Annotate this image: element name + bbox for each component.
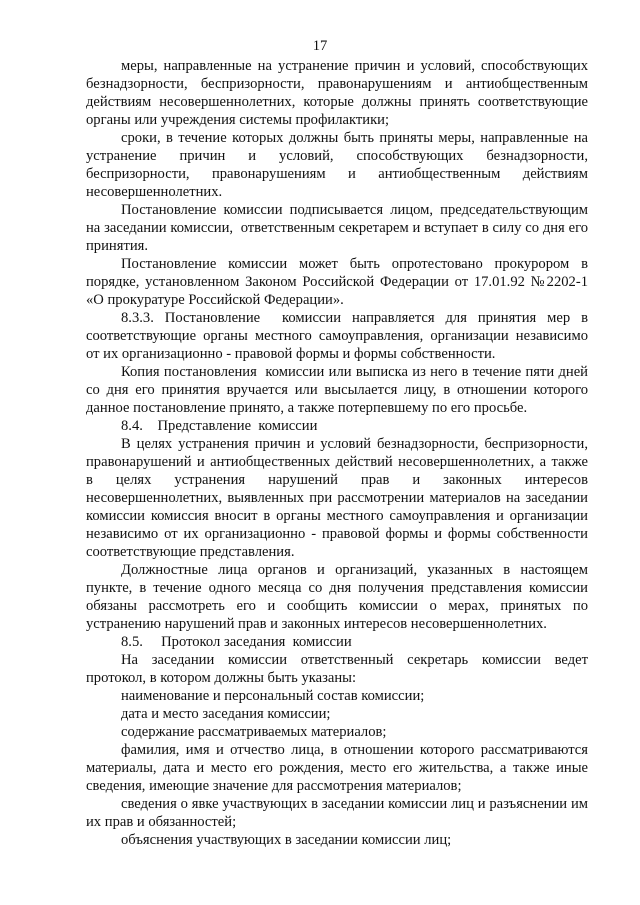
paragraph: меры, направленные на устранение причин и условий, способствующих безнадзорности, беспризорности, правонарушениям и антиобщественным действиям несовершеннолетних, которые должны принять соответствующие органы или учреждения системы профилактики; — [86, 58, 592, 128]
section-heading: 8.5. Протокол заседания комиссии — [121, 634, 352, 650]
paragraph: Должностные лица органов и организаций, указанных в настоящем пункте, в течение одного месяца со дня получения представления комиссии обязаны рассмотреть его и сообщить комиссии о мерах, принятых по устранению нарушений прав и законных интересов несовершеннолетних. — [86, 562, 592, 632]
paragraph: В целях устранения причин и условий безнадзорности, беспризорности, правонарушений и антиобщественных действий несовершеннолетних, а также в целях устранения нарушений прав и законных интересов несовершеннолетних, выявленных при рассмотрении материалов на заседании комиссии комиссия вносит в органы местного самоуправления и организации независимо от их организационно - правовой формы и формы собственности соответствующие представления. — [86, 436, 592, 560]
paragraph: сроки, в течение которых должны быть приняты меры, направленные на устранение причин и условий, способствующих безнадзорности, беспризорности, правонарушениям и антиобщественным действиям несовершеннолетних. — [86, 130, 592, 200]
list-item: сведения о явке участвующих в заседании комиссии лиц и разъяснении им их прав и обязанностей; — [86, 796, 592, 830]
paragraph: 8.3.3. Постановление комиссии направляется для принятия мер в соответствующие органы местного самоуправления, организации независимо от их организационно - правовой формы и формы собственности. — [86, 310, 592, 362]
page-number: 17 — [312, 38, 328, 54]
list-item: наименование и персональный состав комиссии; — [121, 688, 425, 704]
section-heading: 8.4. Представление комиссии — [121, 418, 318, 434]
paragraph: Постановление комиссии может быть опротестовано прокурором в порядке, установленном Законом Российской Федерации от 17.01.92 №2202-1 «О прокуратуре Российской Федерации». — [86, 256, 592, 308]
list-item: содержание рассматриваемых материалов; — [121, 724, 387, 740]
paragraph: Постановление комиссии подписывается лицом, председательствующим на заседании комиссии, ответственным секретарем и вступает в силу со дня его принятия. — [86, 202, 592, 254]
document-body — [86, 57, 592, 849]
list-item: фамилия, имя и отчество лица, в отношении которого рассматриваются материалы, дата и место его рождения, место его жительства, а также иные сведения, имеющие значение для рассмотрения материалов; — [86, 742, 592, 794]
list-item: объяснения участвующих в заседании комиссии лиц; — [121, 832, 452, 848]
paragraph: На заседании комиссии ответственный секретарь комиссии ведет протокол, в котором должны быть указаны: — [86, 652, 592, 686]
paragraph: Копия постановления комиссии или выписка из него в течение пяти дней со дня его принятия вручается или высылается лицу, в отношении которого данное постановление принято, а также потерпевшему по его просьбе. — [86, 364, 592, 416]
list-item: дата и место заседания комиссии; — [121, 706, 331, 722]
